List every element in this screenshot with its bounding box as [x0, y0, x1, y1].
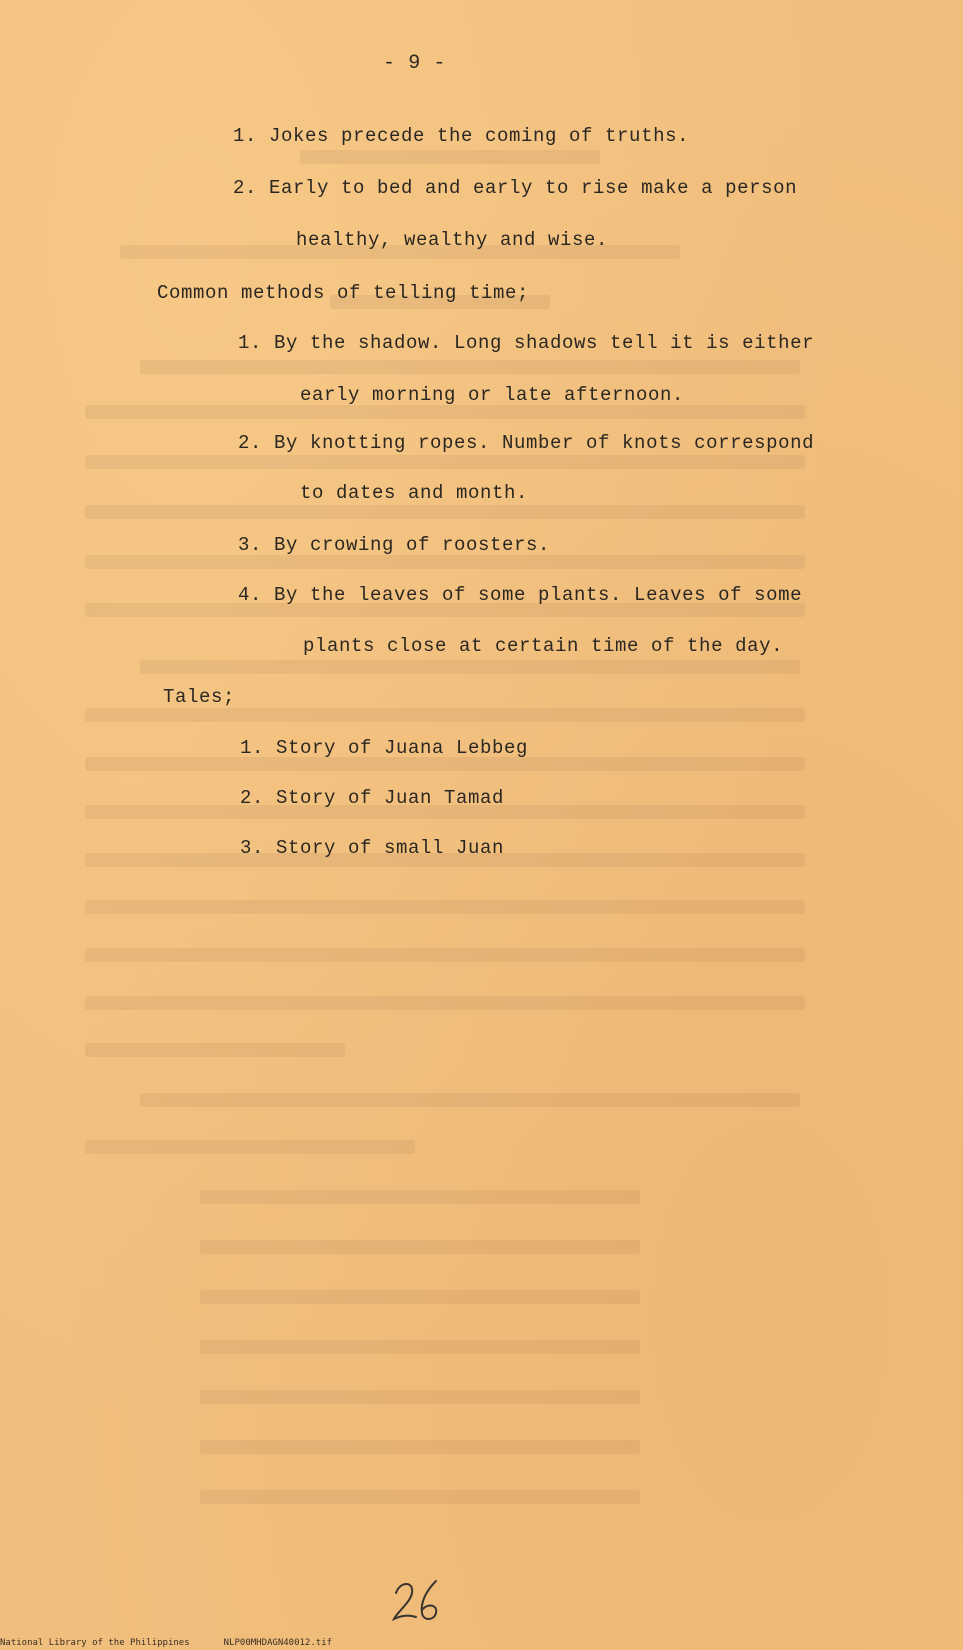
tale-item: 3. Story of small Juan — [240, 837, 505, 859]
saying-line: 1. Jokes precede the coming of truths. — [233, 125, 690, 147]
page-number: - 9 - — [383, 52, 447, 75]
saying-line: 2. Early to bed and early to rise make a person — [233, 177, 798, 199]
section-heading-telling-time: Common methods of telling time; — [157, 282, 530, 304]
archive-footer — [0, 1638, 332, 1648]
footer-filename: NLP00MHDAGN40012.tif — [223, 1638, 333, 1648]
section-heading-tales: Tales; — [163, 686, 236, 708]
time-method-line: 4. By the leaves of some plants. Leaves of some — [238, 584, 803, 606]
time-method-line: early morning or late afternoon. — [300, 384, 685, 406]
saying-line: healthy, wealthy and wise. — [296, 229, 609, 251]
tale-item: 1. Story of Juana Lebbeg — [240, 737, 529, 759]
time-method-line: to dates and month. — [300, 482, 529, 504]
time-method-line: 2. By knotting ropes. Number of knots correspond — [238, 432, 815, 454]
handwritten-page-number — [390, 1575, 442, 1625]
tale-item: 2. Story of Juan Tamad — [240, 787, 505, 809]
time-method-line: 1. By the shadow. Long shadows tell it is either — [238, 332, 815, 354]
time-method-line: 3. By crowing of roosters. — [238, 534, 551, 556]
footer-library: National Library of the Philippines — [0, 1638, 190, 1648]
time-method-line: plants close at certain time of the day. — [303, 635, 784, 657]
